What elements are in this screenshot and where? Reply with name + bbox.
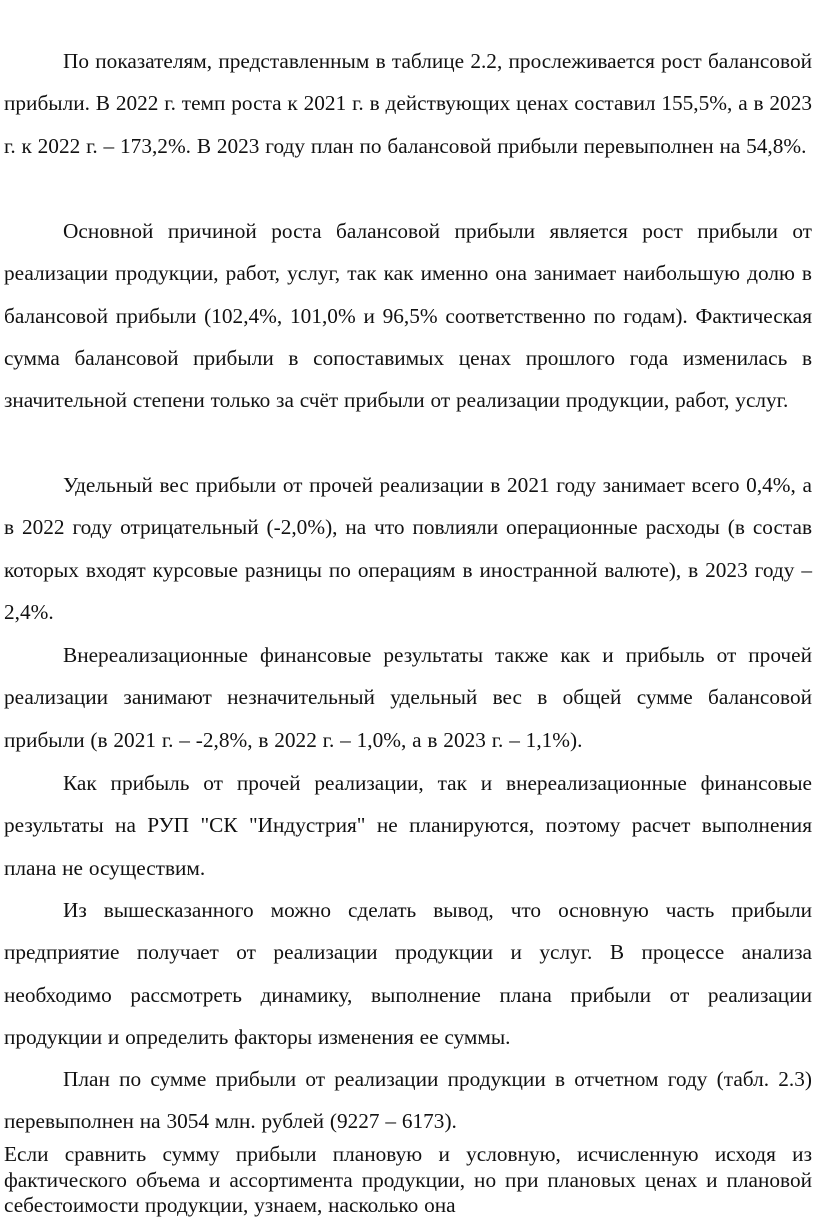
paragraph-balance-profit-growth: По показателям, представленным в таблице 2.2, прослеживается рост балансовой прибыли. В 2022 г. темп роста к 2021 г. в действующих ценах составил 155,5%, а в 2023 г. к 2022 г. – 173,2%. В 2023 году план по балансовой прибыли перевыполнен на 54,8%. [4,49,812,158]
paragraph-non-operating-results: Внереализационные финансовые результаты также как и прибыль от прочей реализации занимают незначительный удельный вес в общей сумме балансовой прибыли (в 2021 г. – -2,8%, в 2022 г. – 1,0%, а в 2023 г. – 1,1%). [4,643,812,752]
paragraph-not-planned: Как прибыль от прочей реализации, так и внереализационные финансовые результаты на РУП "СК "Индустрия" не планируются, поэтому расчет выполнения плана не осуществим. [4,771,812,880]
paragraph-plan-overfulfilled: План по сумме прибыли от реализации продукции в отчетном году (табл. 2.3) перевыполнен на 3054 млн. рублей (9227 – 6173). [4,1067,812,1134]
paragraph-conclusion: Из вышесказанного можно сделать вывод, что основную часть прибыли предприятие получает от реализации продукции и услуг. В процессе анализа необходимо рассмотреть динамику, выполнение плана прибыли от реализации продукции и определить факторы изменения ее суммы. [4,898,812,1049]
paragraph-main-reason: Основной причиной роста балансовой прибыли является рост прибыли от реализации продукции, работ, услуг, так как именно она занимает наибольшую долю в балансовой прибыли (102,4%, 101,0% и 96,5% соответственно по годам). Фактическая сумма балансовой прибыли в сопоставимых ценах прошлого года изменилась в значительной степени только за счёт прибыли от реализации продукции, работ, услуг. [4,219,812,413]
paragraph-other-sales-share: Удельный вес прибыли от прочей реализации в 2021 году занимает всего 0,4%, а в 2022 году отрицательный (-2,0%), на что повлияли операционные расходы (в состав которых входят курсовые разницы по операциям в иностранной валюте), в 2023 году – 2,4%. [4,473,812,624]
paragraph-comparison: Если сравнить сумму прибыли плановую и условную, исчисленную исходя из фактического объема и ассортимента продукции, но при плановых ценах и плановой себестоимости продукции, узнаем, насколько она [4,1142,812,1217]
